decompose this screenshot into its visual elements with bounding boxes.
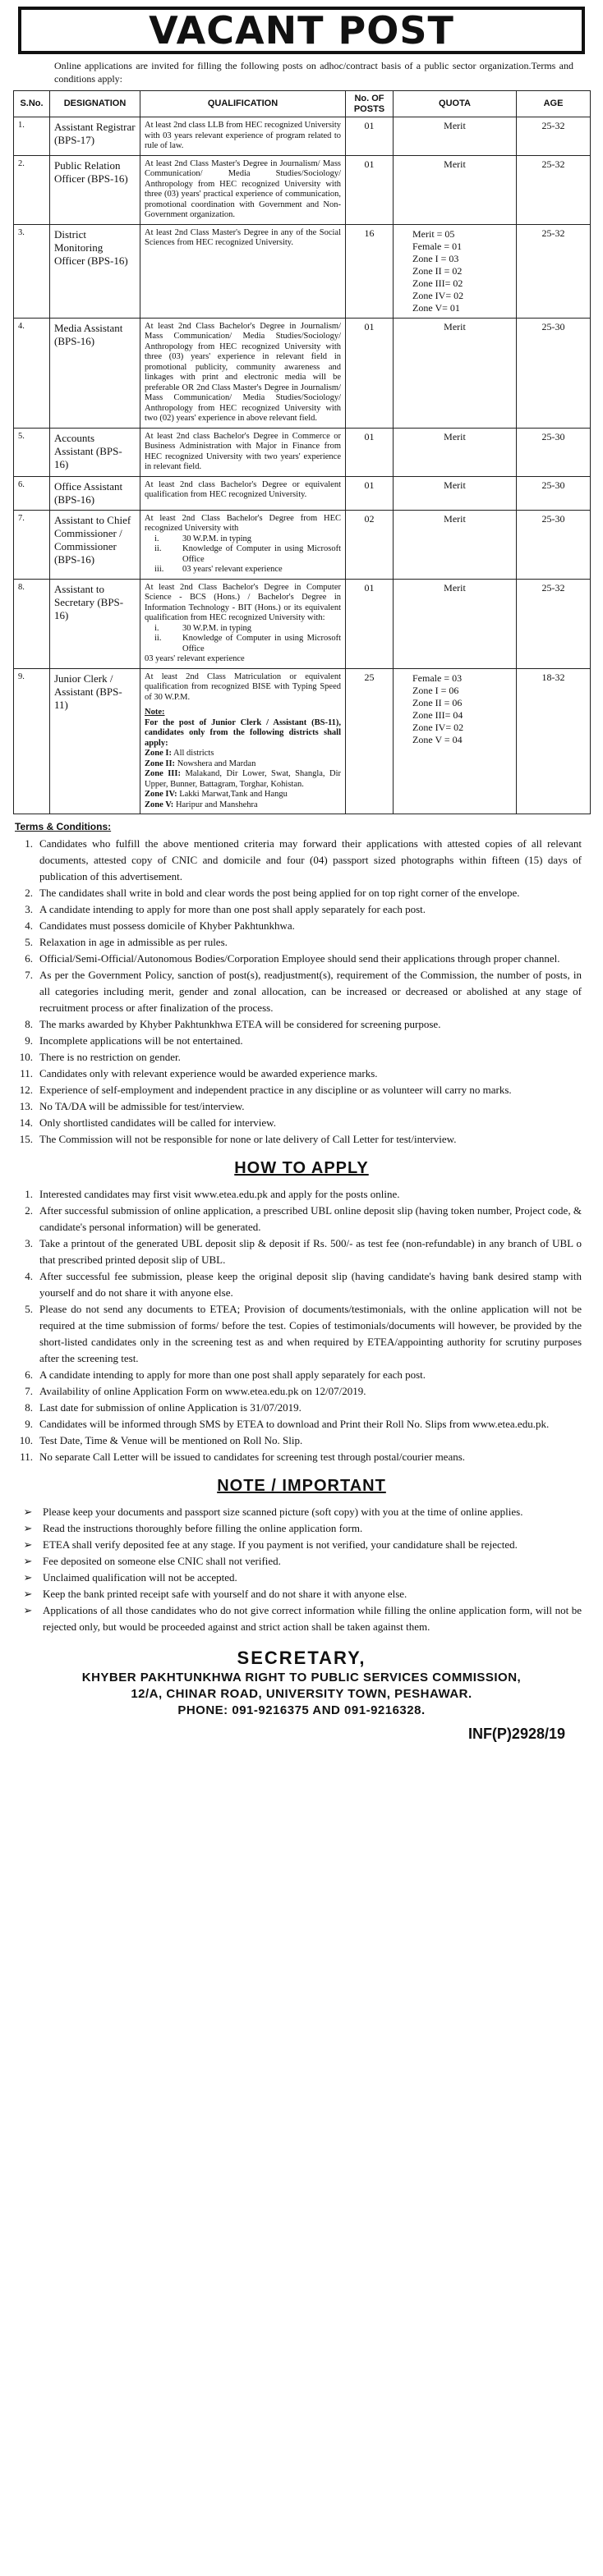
cell-posts: 01 [346, 318, 394, 428]
cell-quota [394, 579, 517, 668]
qualification-text: At least 2nd Class Master's Degree in Journalism/ Mass Communication/ Media Studies/Sociology/ Anthropology from HEC recognized University with three (03) years' practical experience of communication, promotional coordination with Government and Non-Government organization. [145, 158, 341, 219]
quota-item: Merit [444, 512, 466, 525]
how-to-apply-item [13, 1400, 590, 1416]
table-row [14, 155, 591, 224]
list-text: Test Date, Time & Venue will be mentioned on Roll No. Slip. [39, 1434, 303, 1446]
list-number: 7. [25, 969, 33, 981]
list-text: After successful submission of online application, a prescribed UBL online deposit slip (having token number, Project code, & candidate's personal information) will be generated. [39, 1204, 582, 1233]
note-text: Keep the bank printed receipt safe with yourself and do not share it with anyone else. [43, 1588, 407, 1600]
subitem-text: Knowledge of Computer in using Microsoft Office [182, 544, 341, 564]
cell-age: 25-32 [517, 117, 591, 156]
qualification-subitem [145, 534, 341, 545]
list-number: 4. [25, 919, 33, 932]
list-text: A candidate intending to apply for more than one post shall apply separately for each post. [39, 1368, 426, 1381]
how-to-apply-item [13, 1203, 590, 1235]
quota-item: Merit [444, 158, 466, 170]
cell-designation: District Monitoring Officer (BPS-16) [50, 224, 140, 318]
terms-item [13, 1131, 590, 1148]
footer [13, 1647, 590, 1719]
how-to-apply-item [13, 1367, 590, 1383]
zone-name: Zone V: [145, 800, 174, 809]
cell-qualification [140, 117, 346, 156]
cell-age: 18-32 [517, 668, 591, 814]
cell-qualification [140, 318, 346, 428]
table-row [14, 510, 591, 579]
cell-age: 25-30 [517, 428, 591, 476]
list-text: Candidates will be informed through SMS by ETEA to download and Print their Roll No. Slips from www.etea.edu.pk. [39, 1418, 550, 1430]
cell-quota [394, 476, 517, 510]
header-posts: No. OF POSTS [346, 91, 394, 117]
footer-address: 12/A, CHINAR ROAD, UNIVERSITY TOWN, PESHAWAR. [131, 1687, 472, 1701]
cell-qualification [140, 224, 346, 318]
cell-qualification [140, 155, 346, 224]
zone-name: Zone I: [145, 749, 172, 758]
cell-quota [394, 510, 517, 579]
subitem-number: iii. [154, 565, 164, 574]
list-text: There is no restriction on gender. [39, 1051, 181, 1063]
arrow-bullet-icon: ➢ [23, 1555, 33, 1567]
list-text: The Commission will not be responsible for none or late delivery of Call Letter for test/interview. [39, 1133, 457, 1145]
note-text: Applications of all those candidates who do not give correct information while filling the online application form, will not be rejected only, but would be proceeded against and strict action shall be taken against them. [43, 1604, 582, 1633]
list-text: Please do not send any documents to ETEA; Provision of documents/testimonials, with the online application will not be required at the time submission of forms/ before the test. Copies of testimonials/documents will however, be provided by the short-listed candidates only in the screening test as and when required by ETEA/appointing authority for scrutiny purposes after the screening test. [39, 1303, 582, 1364]
arrow-bullet-icon: ➢ [23, 1588, 33, 1600]
cell-posts: 01 [346, 428, 394, 476]
list-number: 3. [25, 1237, 33, 1249]
qualification-extra: 03 years' relevant experience [145, 654, 245, 663]
title-box [18, 7, 585, 54]
how-to-apply-item [13, 1416, 590, 1432]
how-to-apply-item [13, 1268, 590, 1301]
list-number: 5. [25, 1303, 33, 1315]
terms-item [13, 836, 590, 885]
cell-age: 25-30 [517, 510, 591, 579]
note-heading: NOTE / IMPORTANT [217, 1477, 386, 1495]
qualification-subitem [145, 634, 341, 654]
cell-designation: Media Assistant (BPS-16) [50, 318, 140, 428]
header-qualification: QUALIFICATION [140, 91, 346, 117]
note-text: Read the instructions thoroughly before filling the online application form. [43, 1522, 363, 1534]
cell-posts: 01 [346, 155, 394, 224]
header-age: AGE [517, 91, 591, 117]
arrow-bullet-icon: ➢ [23, 1506, 33, 1518]
footer-title: SECRETARY, [237, 1648, 366, 1668]
cell-posts: 01 [346, 476, 394, 510]
quota-item: Merit [444, 479, 466, 491]
note-item [13, 1504, 590, 1520]
terms-item [13, 1066, 590, 1082]
table-row [14, 117, 591, 156]
quota-item: Zone II = 06 [412, 696, 463, 708]
zone-line [145, 759, 341, 770]
list-number: 4. [25, 1270, 33, 1282]
note-item [13, 1520, 590, 1537]
list-number: 3. [25, 903, 33, 915]
terms-heading: Terms & Conditions: [15, 821, 112, 832]
quota-item: Merit [444, 320, 466, 332]
posts-table [13, 90, 591, 814]
cell-designation: Junior Clerk / Assistant (BPS-11) [50, 668, 140, 814]
note-item [13, 1570, 590, 1586]
qualification-subitem [145, 565, 341, 575]
arrow-bullet-icon: ➢ [23, 1538, 33, 1551]
how-to-apply-heading: HOW TO APPLY [234, 1159, 369, 1177]
subitem-number: ii. [154, 544, 162, 553]
table-row [14, 579, 591, 668]
cell-quota [394, 668, 517, 814]
cell-age: 25-32 [517, 155, 591, 224]
header-quota: QUOTA [394, 91, 517, 117]
zone-districts: Nowshera and Mardan [177, 759, 256, 768]
list-number: 1. [25, 837, 33, 850]
terms-item [13, 1049, 590, 1066]
list-number: 9. [25, 1034, 33, 1047]
cell-sno: 8. [14, 579, 50, 668]
note-item [13, 1586, 590, 1602]
subitem-text: 03 years' relevant experience [182, 565, 283, 574]
how-to-apply-item [13, 1301, 590, 1367]
how-to-apply-item [13, 1235, 590, 1268]
list-number: 10. [19, 1051, 33, 1063]
list-text: Last date for submission of online Application is 31/07/2019. [39, 1401, 302, 1414]
cell-qualification [140, 476, 346, 510]
zone-districts: All districts [173, 749, 214, 758]
quota-item: Merit = 05 [412, 227, 455, 240]
zone-districts: Lakki Marwat,Tank and Hangu [179, 790, 288, 799]
cell-quota [394, 428, 517, 476]
how-to-apply-item [13, 1383, 590, 1400]
qualification-text: At least 2nd class Bachelor's Degree or equivalent qualification from HEC recognized University. [145, 479, 341, 499]
list-number: 8. [25, 1018, 33, 1030]
inf-reference: INF(P)2928/19 [467, 1726, 565, 1742]
list-number: 2. [25, 887, 33, 899]
list-number: 5. [25, 936, 33, 948]
page-title: VACANT POST [149, 8, 454, 53]
subitem-number: i. [154, 534, 159, 543]
qualification-subitem [145, 624, 341, 635]
cell-qualification [140, 579, 346, 668]
list-number: 9. [25, 1418, 33, 1430]
list-number: 6. [25, 952, 33, 965]
quota-item: Zone I = 03 [412, 252, 459, 264]
zone-line [145, 769, 341, 790]
qualification-text: At least 2nd class Bachelor's Degree in Commerce or Business Administration with Major in Finance from HEC recognized University with two years' experience in relevant field. [145, 431, 341, 471]
note-text: Unclaimed qualification will not be accepted. [43, 1571, 237, 1584]
arrow-bullet-icon: ➢ [23, 1571, 33, 1584]
quota-item: Zone III= 04 [412, 708, 463, 721]
terms-item [13, 934, 590, 951]
cell-designation: Office Assistant (BPS-16) [50, 476, 140, 510]
cell-posts: 16 [346, 224, 394, 318]
note-title: Note: [145, 708, 165, 717]
zone-districts: Haripur and Manshehra [175, 800, 258, 809]
table-row [14, 318, 591, 428]
quota-item: Female = 03 [412, 672, 463, 684]
note-text: Please keep your documents and passport size scanned picture (soft copy) with you at the time of online applies. [43, 1506, 523, 1518]
how-to-apply-item [13, 1186, 590, 1203]
subitem-text: Knowledge of Computer in using Microsoft Office [182, 634, 341, 653]
list-text: After successful fee submission, please keep the original deposit slip (having candidate's having bank desired stamp with yourself and do not share it with anyone else. [39, 1270, 582, 1299]
qualification-text: At least 2nd Class Master's Degree in any of the Social Sciences from HEC recognized University. [145, 227, 341, 247]
note-item [13, 1602, 590, 1635]
list-text: Candidates who fulfill the above mentioned criteria may forward their applications with attested copies of all relevant documents, attested copy of CNIC and domicile and four (04) passport sized photographs within fifteen (15) days of publication of this advertisement. [39, 837, 582, 882]
zone-districts: Malakand, Dir Lower, Swat, Shangla, Dir Upper, Bunner, Battagram, Torghar, Kohistan. [145, 769, 342, 789]
terms-item [13, 1082, 590, 1098]
list-text: Candidates only with relevant experience would be awarded experience marks. [39, 1067, 378, 1079]
how-to-apply-item [13, 1432, 590, 1449]
list-number: 6. [25, 1368, 33, 1381]
cell-sno: 4. [14, 318, 50, 428]
cell-age: 25-30 [517, 318, 591, 428]
list-number: 11. [20, 1451, 33, 1463]
cell-sno: 5. [14, 428, 50, 476]
qualification-text: At least 2nd class LLB from HEC recognized University with 03 years relevant experience of program related to rule of law. [145, 121, 341, 150]
cell-qualification [140, 428, 346, 476]
header-designation: DESIGNATION [50, 91, 140, 117]
list-text: Take a printout of the generated UBL deposit slip & deposit if Rs. 500/- as test fee (non-refundable) in any branch of UBL o that prescribed printed deposit slip of UBL. [39, 1237, 582, 1266]
quota-item: Merit [444, 581, 466, 594]
cell-sno: 7. [14, 510, 50, 579]
subitem-text: 30 W.P.M. in typing [182, 623, 252, 633]
cell-posts: 25 [346, 668, 394, 814]
note-item [13, 1553, 590, 1570]
how-to-apply-list [13, 1186, 590, 1465]
table-row [14, 668, 591, 814]
list-text: No TA/DA will be admissible for test/interview. [39, 1100, 245, 1112]
cell-designation: Assistant Registrar (BPS-17) [50, 117, 140, 156]
list-text: Only shortlisted candidates will be called for interview. [39, 1116, 276, 1129]
qualification-subitem [145, 544, 341, 565]
footer-phone: PHONE: 091-9216375 AND 091-9216328. [177, 1703, 426, 1717]
list-number: 12. [19, 1084, 33, 1096]
posts-table-body [14, 117, 591, 814]
list-number: 13. [19, 1100, 33, 1112]
cell-designation: Assistant to Chief Commissioner / Commissioner (BPS-16) [50, 510, 140, 579]
terms-item [13, 918, 590, 934]
list-text: Experience of self-employment and independent practice in any discipline or as volunteer will carry no marks. [39, 1084, 512, 1096]
cell-posts: 01 [346, 117, 394, 156]
terms-item [13, 1098, 590, 1115]
terms-list [13, 836, 590, 1148]
cell-qualification [140, 510, 346, 579]
note-text: Fee deposited on someone else CNIC shall not verified. [43, 1555, 281, 1567]
note-text: For the post of Junior Clerk / Assistant (BS-11), candidates only from the following districts shall apply: [145, 717, 341, 748]
list-text: No separate Call Letter will be issued to candidates for screening test through postal/courier means. [39, 1451, 466, 1463]
list-number: 14. [19, 1116, 33, 1129]
cell-sno: 6. [14, 476, 50, 510]
zone-line [145, 800, 341, 811]
terms-item [13, 1016, 590, 1033]
cell-age: 25-32 [517, 224, 591, 318]
zone-line [145, 749, 341, 759]
terms-item [13, 967, 590, 1016]
cell-quota [394, 318, 517, 428]
terms-item [13, 951, 590, 967]
list-number: 10. [19, 1434, 33, 1446]
quota-item: Zone V= 01 [412, 301, 460, 314]
advertisement-page [0, 7, 603, 2576]
quota-item: Zone V = 04 [412, 733, 463, 745]
list-text: Availability of online Application Form on www.etea.edu.pk on 12/07/2019. [39, 1385, 366, 1397]
zone-name: Zone IV: [145, 790, 177, 799]
cell-age: 25-32 [517, 579, 591, 668]
cell-designation: Assistant to Secretary (BPS-16) [50, 579, 140, 668]
cell-sno: 9. [14, 668, 50, 814]
qualification-text: At least 2nd Class Bachelor's Degree in Computer Science - BCS (Hons.) / Bachelor's Degree in Information Technology - BIT (Hons.) or its equivalent qualification from HEC recognized University with: [145, 582, 341, 622]
table-row [14, 428, 591, 476]
list-number: 8. [25, 1401, 33, 1414]
subitem-text: 30 W.P.M. in typing [182, 534, 252, 543]
note-item [13, 1537, 590, 1553]
terms-item [13, 901, 590, 918]
cell-sno: 2. [14, 155, 50, 224]
subitem-number: i. [154, 623, 159, 633]
cell-quota [394, 155, 517, 224]
arrow-bullet-icon: ➢ [23, 1604, 33, 1616]
arrow-bullet-icon: ➢ [23, 1522, 33, 1534]
header-sno: S.No. [14, 91, 50, 117]
how-to-apply-item [13, 1449, 590, 1465]
list-number: 1. [25, 1188, 33, 1200]
quota-item: Zone IV= 02 [412, 289, 464, 301]
cell-sno: 3. [14, 224, 50, 318]
zone-name: Zone III: [145, 769, 181, 778]
list-number: 2. [25, 1204, 33, 1217]
list-text: Interested candidates may first visit www.etea.edu.pk and apply for the posts online. [39, 1188, 400, 1200]
notes-list [13, 1504, 590, 1635]
cell-posts: 01 [346, 579, 394, 668]
terms-item [13, 1115, 590, 1131]
list-text: Candidates must possess domicile of Khyber Pakhtunkhwa. [39, 919, 295, 932]
list-text: Relaxation in age in admissible as per rules. [39, 936, 228, 948]
cell-age: 25-30 [517, 476, 591, 510]
list-number: 15. [19, 1133, 33, 1145]
table-row [14, 224, 591, 318]
cell-designation: Public Relation Officer (BPS-16) [50, 155, 140, 224]
qualification-text: At least 2nd Class Bachelor's Degree in Journalism/ Mass Communication/ Media Studies/Sociology/ Anthropology from HEC recognized University with three (03) years' experience in relevant field in promotional publicity, community awareness and linkages with print and electronic media will be preferable OR 2nd Class Master's Degree in Journalism/ Mass Communication/ Media Studies/Sociology/ Anthropology from HEC recognized University with two (02) years' experience in above relevant field. [145, 321, 341, 423]
list-text: The candidates shall write in bold and clear words the post being applied for on top right corner of the envelope. [39, 887, 520, 899]
list-number: 11. [20, 1067, 33, 1079]
cell-qualification [140, 668, 346, 814]
intro-text: Online applications are invited for filling the following posts on adhoc/contract basis of a public sector organization.Terms and conditions apply: [54, 60, 573, 85]
subitem-number: ii. [154, 634, 162, 643]
table-header-row [14, 91, 591, 117]
note-text: ETEA shall verify deposited fee at any stage. If you payment is not verified, your candidature shall be rejected. [43, 1538, 518, 1551]
quota-item: Zone II = 02 [412, 264, 463, 277]
terms-item [13, 1033, 590, 1049]
quota-item: Zone I = 06 [412, 684, 459, 696]
quota-item: Female = 01 [412, 240, 463, 252]
cell-posts: 02 [346, 510, 394, 579]
quota-item: Zone IV= 02 [412, 721, 464, 733]
quota-item: Merit [444, 120, 466, 131]
cell-designation: Accounts Assistant (BPS-16) [50, 428, 140, 476]
zone-line [145, 790, 341, 800]
list-text: Official/Semi-Official/Autonomous Bodies/Corporation Employee should send their applications through proper channel. [39, 952, 560, 965]
terms-item [13, 885, 590, 901]
cell-sno: 1. [14, 117, 50, 156]
qualification-text: At least 2nd Class Bachelor's Degree from HEC recognized University with [145, 513, 341, 533]
list-number: 7. [25, 1385, 33, 1397]
list-text: As per the Government Policy, sanction of post(s), readjustment(s), requirement of the Commission, the number of posts, in all categories including merit, gender and zonal allocation, can be increased or decreased or abolished at any stage of recruitment process or after finalization of the process. [39, 969, 582, 1014]
zone-name: Zone II: [145, 759, 176, 768]
footer-organization: KHYBER PAKHTUNKHWA RIGHT TO PUBLIC SERVICES COMMISSION, [81, 1671, 522, 1684]
qualification-text: At least 2nd Class Matriculation or equivalent qualification from recognized BISE with Typing Speed of 30 W.P.M. [145, 672, 341, 702]
quota-item: Merit [444, 430, 466, 442]
cell-quota [394, 117, 517, 156]
quota-item: Zone III= 02 [412, 277, 463, 289]
table-row [14, 476, 591, 510]
cell-quota [394, 224, 517, 318]
list-text: The marks awarded by Khyber Pakhtunkhwa ETEA will be considered for screening purpose. [39, 1018, 441, 1030]
list-text: A candidate intending to apply for more than one post shall apply separately for each post. [39, 903, 426, 915]
list-text: Incomplete applications will be not entertained. [39, 1034, 243, 1047]
